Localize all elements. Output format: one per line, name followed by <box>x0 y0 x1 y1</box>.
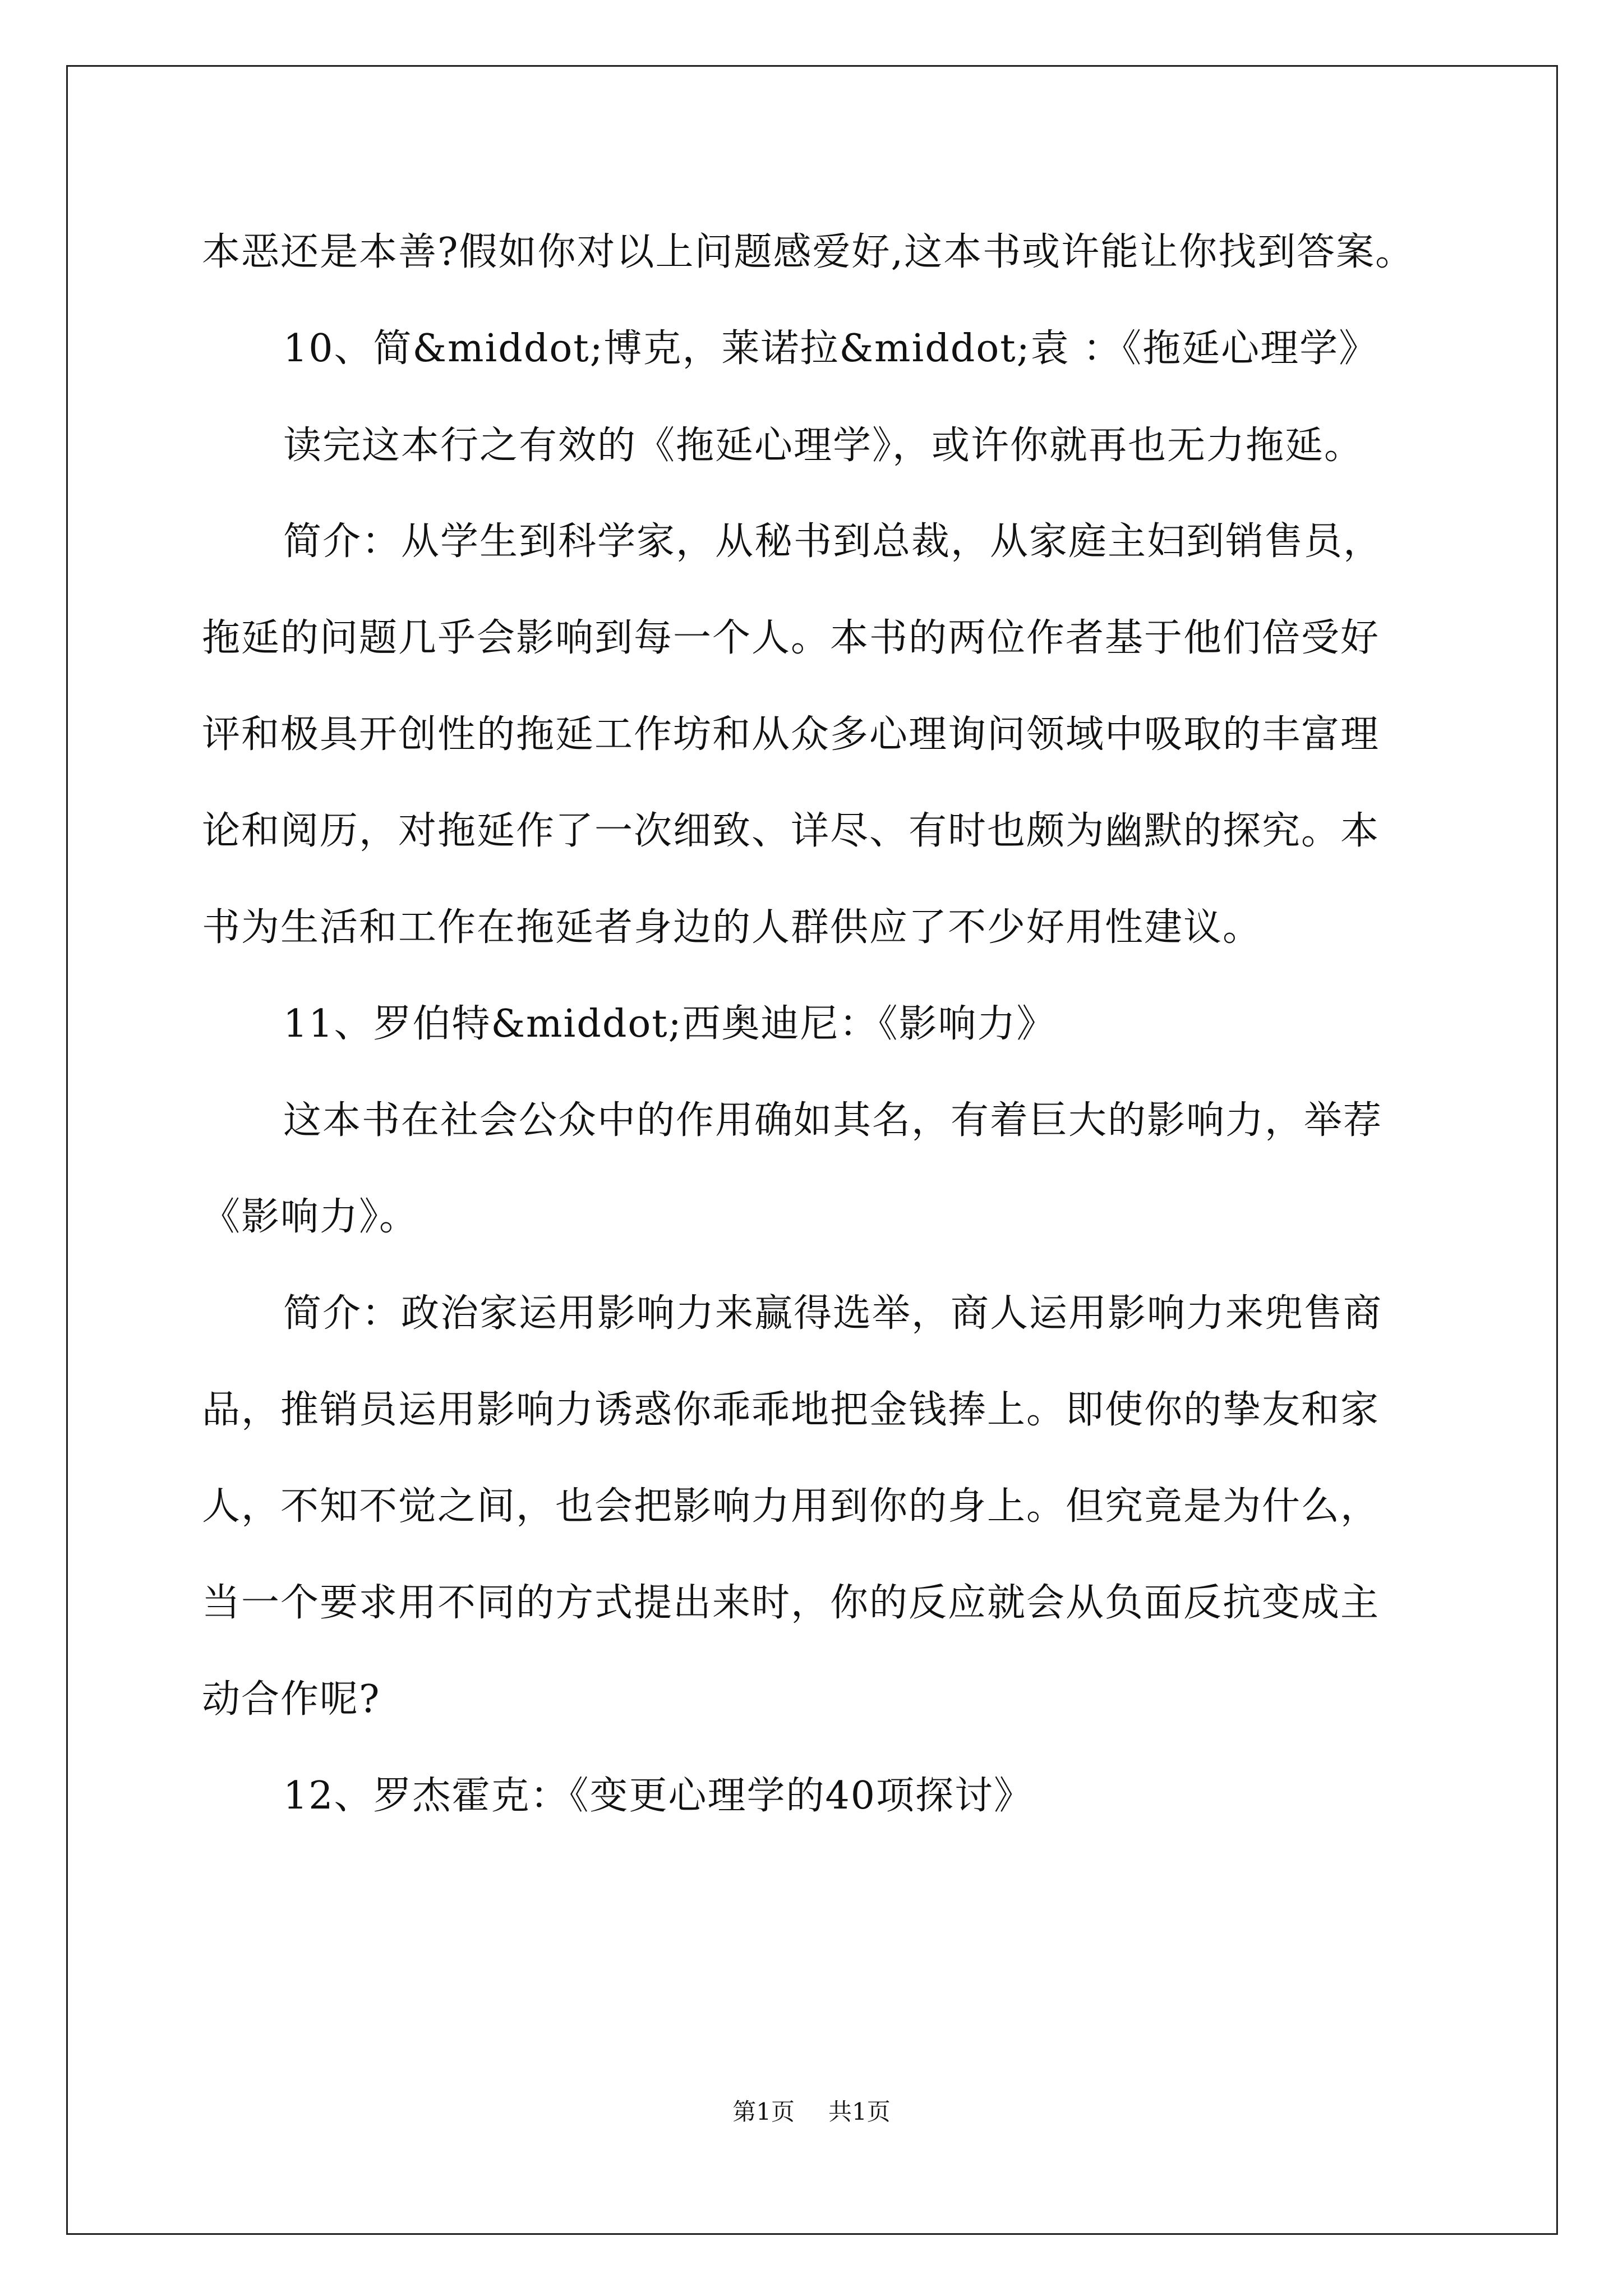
text-line: 《影响力》。 <box>202 1195 419 1239</box>
text-line: 简介：从学生到科学家，从秘书到总裁，从家庭主妇到销售员， <box>283 519 1383 564</box>
text-line: 这本书在社会公众中的作用确如其名，有着巨大的影响力，举荐 <box>283 1098 1383 1143</box>
text-line: 人，不知不觉之间，也会把影响力用到你的身上。但究竟是为什么， <box>202 1484 1380 1529</box>
book-heading: 12、罗杰霍克：《变更心理学的40项探讨》 <box>283 1774 1034 1818</box>
text-line: 拖延的问题几乎会影响到每一个人。本书的两位作者基于他们倍受好 <box>202 616 1380 660</box>
text-line: 品，推销员运用影响力诱惑你乖乖地把金钱捧上。即使你的挚友和家 <box>202 1388 1380 1432</box>
book-heading: 11、罗伯特&middot;西奥迪尼：《影响力》 <box>283 1002 1056 1046</box>
text-line: 书为生活和工作在拖延者身边的人群供应了不少好用性建议。 <box>202 905 1262 950</box>
text-line: 当一个要求用不同的方式提出来时，你的反应就会从负面反抗变成主 <box>202 1581 1380 1625</box>
text-line: 本恶还是本善?假如你对以上问题感爱好,这本书或许能让你找到答案。 <box>202 230 1415 274</box>
text-line: 论和阅历，对拖延作了一次细致、详尽、有时也颇为幽默的探究。本 <box>202 809 1380 853</box>
text-line: 读完这本行之有效的《拖延心理学》，或许你就再也无力拖延。 <box>283 424 1364 468</box>
page-border <box>66 65 1558 2235</box>
page-footer <box>0 2095 1623 2129</box>
text-line: 动合作呢? <box>202 1677 381 1722</box>
text-line: 评和极具开创性的拖延工作坊和从众多心理询问领域中吸取的丰富理 <box>202 712 1380 757</box>
page-total: 共1页 <box>828 2098 891 2125</box>
book-heading: 10、简&middot;博克，莱诺拉&middot;袁 ：《拖延心理学》 <box>283 326 1378 371</box>
page-number: 第1页 <box>732 2098 795 2125</box>
text-line: 简介：政治家运用影响力来赢得选举，商人运用影响力来兜售商 <box>283 1291 1383 1336</box>
